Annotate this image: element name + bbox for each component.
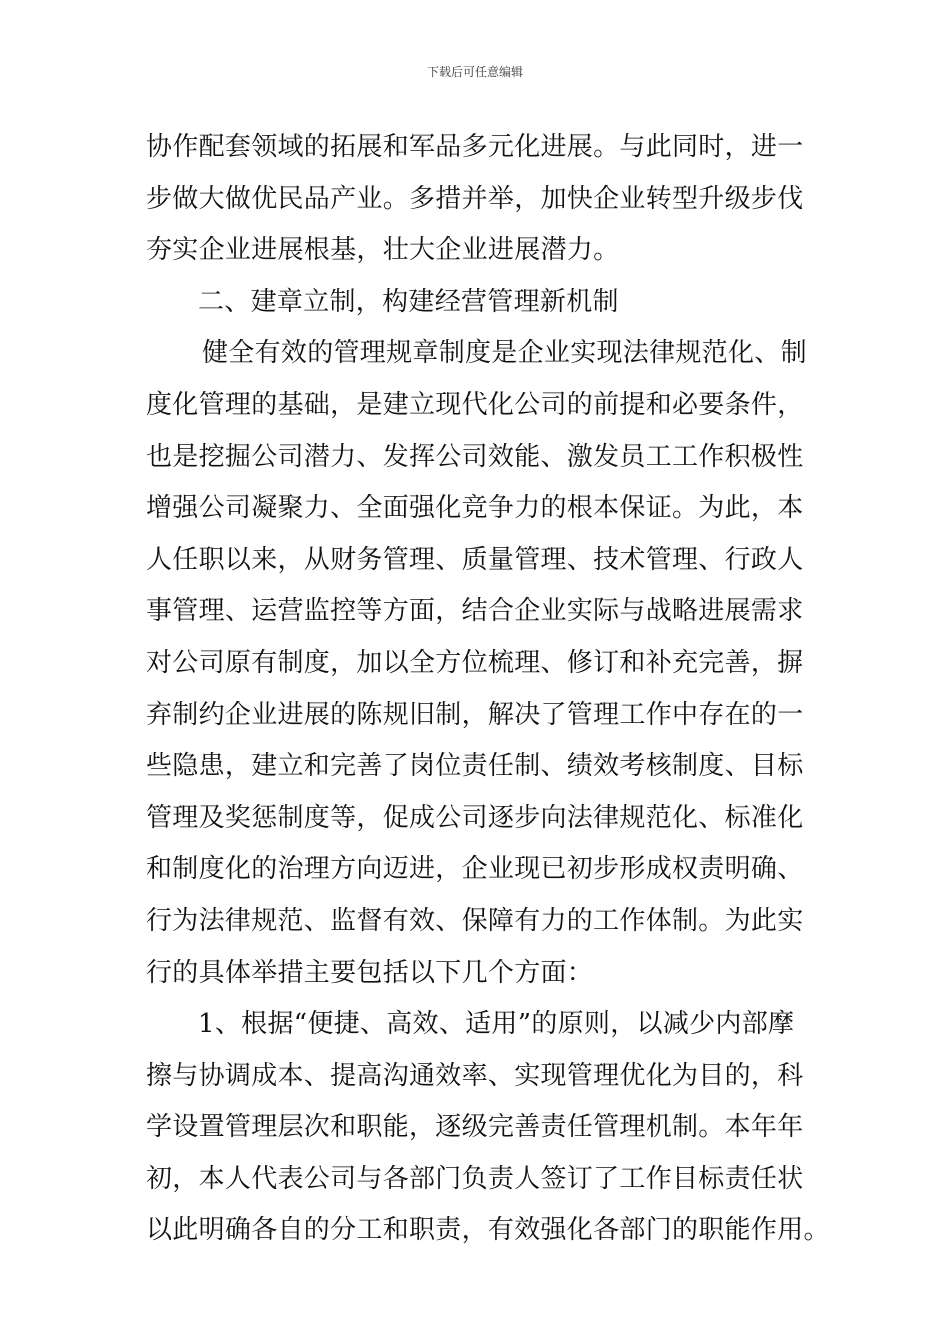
page-header: 下载后可任意编辑 xyxy=(426,65,523,79)
text-line: 擦与协调成本、提高沟通效率、实现管理优化为目的，科 xyxy=(146,1060,804,1091)
text-line: 对公司原有制度，加以全方位梳理、修订和补充完善，摒 xyxy=(146,647,804,678)
text-line: 夯实企业进展根基，壮大企业进展潜力。 xyxy=(146,235,620,266)
text-line: 协作配套领域的拓展和军品多元化进展。与此同时，进一 xyxy=(146,132,804,162)
text-line: 和制度化的治理方向迈进，企业现已初步形成权责明确、 xyxy=(146,854,804,885)
text-line: 行为法律规范、监督有效、保障有力的工作体制。为此实 xyxy=(146,905,804,936)
text-line: 1、根据“便捷、高效、适用”的原则，以减少内部摩 xyxy=(198,1009,795,1040)
text-line: 事管理、运营监控等方面，结合企业实际与战略进展需求 xyxy=(146,596,804,627)
text-line: 人任职以来，从财务管理、质量管理、技术管理、行政人 xyxy=(146,544,804,575)
text-line: 弃制约企业进展的陈规旧制，解决了管理工作中存在的一 xyxy=(146,699,804,730)
section-heading: 二、建章立制，构建经营管理新机制 xyxy=(198,286,619,317)
text-line: 管理及奖惩制度等，促成公司逐步向法律规范化、标准化 xyxy=(146,802,804,833)
text-line: 以此明确各自的分工和职责，有效强化各部门的职能作用。 xyxy=(146,1215,830,1246)
text-line: 学设置管理层次和职能，逐级完善责任管理机制。本年年 xyxy=(146,1112,804,1143)
text-line: 度化管理的基础，是建立现代化公司的前提和必要条件， xyxy=(146,389,804,420)
text-line: 行的具体举措主要包括以下几个方面： xyxy=(146,957,594,988)
text-line: 也是挖掘公司潜力、发挥公司效能、激发员工工作积极性 xyxy=(146,441,804,472)
document-body xyxy=(146,122,830,1257)
text-line: 步做大做优民品产业。多措并举，加快企业转型升级步伐 xyxy=(146,183,804,214)
text-line: 初，本人代表公司与各部门负责人签订了工作目标责任状 xyxy=(146,1163,804,1194)
text-line: 些隐患，建立和完善了岗位责任制、绩效考核制度、目标 xyxy=(146,751,804,782)
text-line: 健全有效的管理规章制度是企业实现法律规范化、制 xyxy=(202,338,807,369)
text-line: 增强公司凝聚力、全面强化竞争力的根本保证。为此，本 xyxy=(146,493,804,524)
